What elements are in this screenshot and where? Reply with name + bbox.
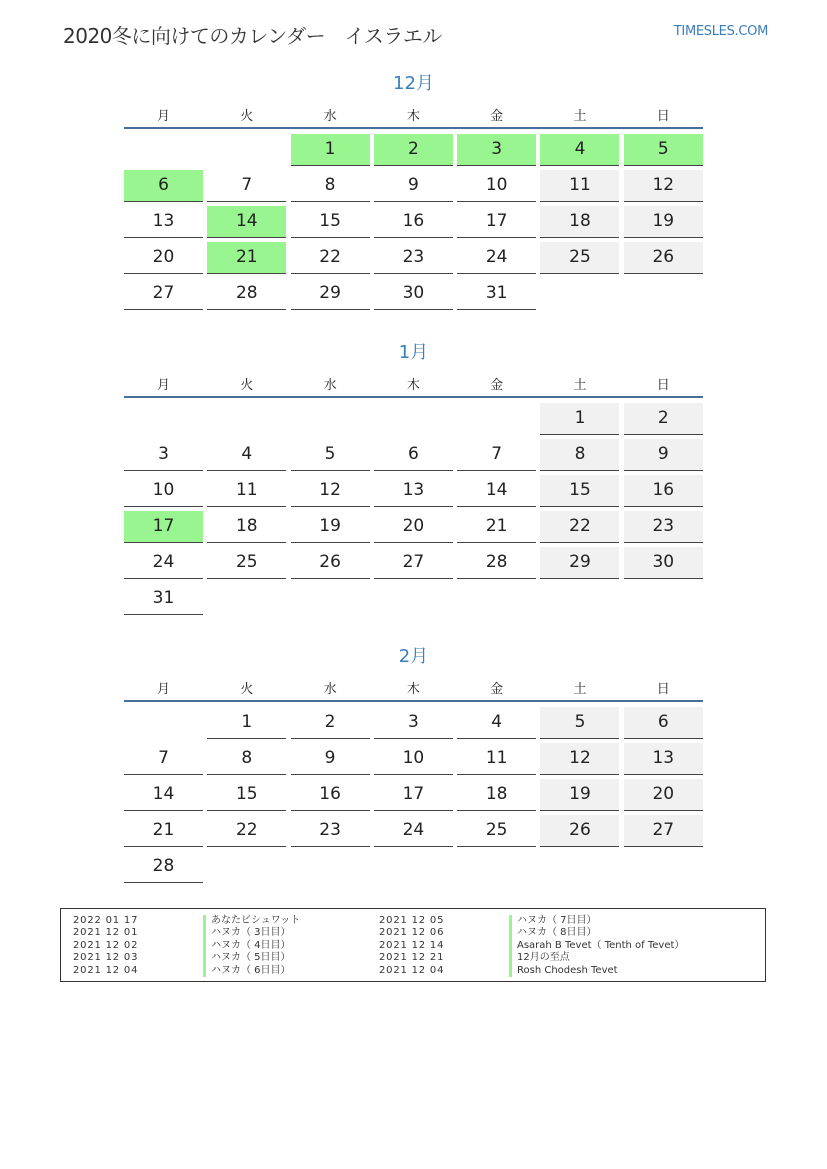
event-date: 2021 12 21	[379, 952, 445, 964]
event-name: あなたビシュワット	[203, 915, 300, 927]
empty-cell	[457, 403, 536, 435]
empty-cell	[457, 583, 536, 615]
day-cell-holiday: 1	[291, 134, 370, 166]
weekday-label: 月	[156, 682, 170, 697]
empty-cell	[457, 851, 536, 883]
day-cell: 30	[374, 278, 453, 310]
empty-cell	[624, 851, 703, 883]
day-cell: 24	[124, 547, 203, 579]
month-january	[124, 341, 703, 619]
day-cell: 19	[624, 206, 703, 238]
day-cell: 27	[124, 278, 203, 310]
day-cell-holiday: 14	[207, 206, 286, 238]
day-cell: 3	[124, 439, 203, 471]
day-cell: 18	[207, 511, 286, 543]
event-name: ハヌカ（ 5日目）	[203, 952, 291, 964]
weekday-label: 木	[406, 378, 420, 393]
day-cell: 16	[374, 206, 453, 238]
day-cell: 27	[374, 547, 453, 579]
event-date: 2021 12 04	[379, 964, 445, 976]
day-cell: 29	[540, 547, 619, 579]
event-row	[73, 952, 300, 964]
weekday-label: 月	[156, 378, 170, 393]
day-cell: 9	[291, 743, 370, 775]
day-cell: 28	[124, 851, 203, 883]
site-link[interactable]: TIMESLES.COM	[673, 24, 768, 39]
day-cell: 15	[291, 206, 370, 238]
weeks	[124, 129, 703, 310]
month-february	[124, 645, 703, 887]
day-cell: 6	[624, 707, 703, 739]
day-cell: 26	[540, 815, 619, 847]
weekday-label: 日	[656, 109, 670, 124]
day-cell: 29	[291, 278, 370, 310]
event-row	[73, 940, 300, 952]
day-cell: 17	[457, 206, 536, 238]
day-cell: 1	[540, 403, 619, 435]
day-cell: 23	[291, 815, 370, 847]
event-name: ハヌカ（ 3日目）	[203, 927, 291, 939]
day-cell: 4	[207, 439, 286, 471]
month-title: 1月	[398, 342, 429, 363]
week-row	[124, 278, 703, 310]
day-cell: 13	[624, 743, 703, 775]
empty-cell	[540, 278, 619, 310]
empty-cell	[124, 707, 203, 739]
event-name: ハヌカ（ 7日目）	[509, 915, 597, 927]
week-row	[124, 743, 703, 775]
day-cell: 20	[124, 242, 203, 274]
week-row	[124, 815, 703, 847]
day-cell-holiday: 21	[207, 242, 286, 274]
day-cell: 11	[457, 743, 536, 775]
day-cell: 7	[457, 439, 536, 471]
weeks	[124, 398, 703, 615]
day-cell: 7	[124, 743, 203, 775]
day-cell: 17	[374, 779, 453, 811]
event-name: ハヌカ（ 6日目）	[203, 965, 291, 977]
event-name: ハヌカ（ 4日目）	[203, 940, 291, 952]
weekday-label: 土	[573, 109, 587, 124]
weekday-header	[124, 680, 703, 702]
day-cell: 18	[540, 206, 619, 238]
day-cell: 25	[207, 547, 286, 579]
weekday-label: 水	[323, 682, 337, 697]
day-cell: 9	[374, 170, 453, 202]
empty-cell	[207, 851, 286, 883]
week-row	[124, 707, 703, 739]
empty-cell	[374, 583, 453, 615]
event-name: Asarah B Tevet（ Tenth of Tevet）	[509, 940, 684, 952]
week-row	[124, 851, 703, 883]
day-cell: 5	[291, 439, 370, 471]
page-title: 2020冬に向けてのカレンダー イスラエル	[63, 24, 442, 48]
day-cell: 21	[124, 815, 203, 847]
event-date: 2021 12 06	[379, 927, 445, 939]
day-cell: 31	[124, 583, 203, 615]
event-row	[379, 915, 684, 927]
event-date: 2022 01 17	[73, 915, 139, 926]
weekday-header	[124, 107, 703, 129]
day-cell-holiday: 17	[124, 511, 203, 543]
weekday-label: 金	[490, 109, 504, 124]
day-cell: 7	[207, 170, 286, 202]
weekday-label: 木	[406, 109, 420, 124]
empty-cell	[207, 134, 286, 166]
day-cell: 19	[291, 511, 370, 543]
events-column-left	[73, 915, 300, 977]
week-row	[124, 511, 703, 543]
week-row	[124, 242, 703, 274]
day-cell: 2	[624, 403, 703, 435]
day-cell: 25	[457, 815, 536, 847]
day-cell: 28	[207, 278, 286, 310]
day-cell: 14	[124, 779, 203, 811]
day-cell: 1	[207, 707, 286, 739]
weekday-label: 月	[156, 109, 170, 124]
week-row	[124, 547, 703, 579]
empty-cell	[374, 403, 453, 435]
event-date: 2021 12 01	[73, 927, 139, 939]
week-row	[124, 134, 703, 166]
week-row	[124, 475, 703, 507]
month-title: 2月	[398, 646, 429, 667]
day-cell-holiday: 5	[624, 134, 703, 166]
event-date: 2021 12 03	[73, 952, 139, 964]
empty-cell	[540, 583, 619, 615]
day-cell: 25	[540, 242, 619, 274]
day-cell: 27	[624, 815, 703, 847]
event-row	[379, 965, 684, 977]
day-cell: 24	[374, 815, 453, 847]
week-row	[124, 583, 703, 615]
day-cell: 22	[540, 511, 619, 543]
day-cell: 22	[291, 242, 370, 274]
event-name: Rosh Chodesh Tevet	[509, 965, 618, 977]
weekday-label: 土	[573, 682, 587, 697]
day-cell: 10	[124, 475, 203, 507]
month-title: 12月	[393, 73, 434, 94]
events-legend	[60, 908, 766, 982]
day-cell: 6	[374, 439, 453, 471]
empty-cell	[207, 403, 286, 435]
event-date: 2021 12 05	[379, 915, 445, 926]
week-row	[124, 206, 703, 238]
weekday-label: 木	[406, 682, 420, 697]
day-cell: 9	[624, 439, 703, 471]
day-cell: 12	[624, 170, 703, 202]
event-date: 2021 12 14	[379, 939, 445, 951]
day-cell: 8	[291, 170, 370, 202]
day-cell: 10	[457, 170, 536, 202]
day-cell: 16	[291, 779, 370, 811]
day-cell: 14	[457, 475, 536, 507]
weekday-label: 火	[240, 109, 254, 124]
weekday-header	[124, 376, 703, 398]
day-cell: 24	[457, 242, 536, 274]
day-cell-holiday: 6	[124, 170, 203, 202]
empty-cell	[540, 851, 619, 883]
day-cell: 15	[207, 779, 286, 811]
day-cell: 2	[291, 707, 370, 739]
empty-cell	[124, 134, 203, 166]
day-cell-holiday: 2	[374, 134, 453, 166]
weeks	[124, 702, 703, 883]
day-cell: 10	[374, 743, 453, 775]
month-december	[124, 72, 703, 314]
empty-cell	[374, 851, 453, 883]
day-cell: 5	[540, 707, 619, 739]
day-cell: 8	[207, 743, 286, 775]
empty-cell	[291, 583, 370, 615]
event-name: 12月の至点	[509, 952, 570, 964]
empty-cell	[124, 403, 203, 435]
day-cell: 16	[624, 475, 703, 507]
weekday-label: 水	[323, 109, 337, 124]
day-cell: 21	[457, 511, 536, 543]
day-cell-holiday: 3	[457, 134, 536, 166]
event-date: 2021 12 04	[73, 964, 139, 976]
event-row	[379, 952, 684, 964]
day-cell: 11	[540, 170, 619, 202]
week-row	[124, 779, 703, 811]
event-row	[73, 965, 300, 977]
day-cell: 15	[540, 475, 619, 507]
day-cell: 26	[291, 547, 370, 579]
event-row	[379, 940, 684, 952]
day-cell: 31	[457, 278, 536, 310]
weekday-label: 水	[323, 378, 337, 393]
day-cell-holiday: 4	[540, 134, 619, 166]
day-cell: 13	[374, 475, 453, 507]
weekday-label: 日	[656, 682, 670, 697]
day-cell: 23	[374, 242, 453, 274]
day-cell: 30	[624, 547, 703, 579]
day-cell: 12	[291, 475, 370, 507]
empty-cell	[291, 851, 370, 883]
event-row	[73, 915, 300, 927]
day-cell: 13	[124, 206, 203, 238]
day-cell: 28	[457, 547, 536, 579]
event-name: ハヌカ（ 8日目）	[509, 927, 597, 939]
day-cell: 8	[540, 439, 619, 471]
day-cell: 18	[457, 779, 536, 811]
day-cell: 22	[207, 815, 286, 847]
empty-cell	[207, 583, 286, 615]
day-cell: 20	[374, 511, 453, 543]
day-cell: 3	[374, 707, 453, 739]
event-row	[73, 927, 300, 939]
day-cell: 12	[540, 743, 619, 775]
weekday-label: 金	[490, 682, 504, 697]
empty-cell	[291, 403, 370, 435]
week-row	[124, 170, 703, 202]
empty-cell	[624, 278, 703, 310]
weekday-label: 火	[240, 682, 254, 697]
week-row	[124, 439, 703, 471]
weekday-label: 日	[656, 378, 670, 393]
day-cell: 19	[540, 779, 619, 811]
day-cell: 4	[457, 707, 536, 739]
day-cell: 11	[207, 475, 286, 507]
weekday-label: 土	[573, 378, 587, 393]
empty-cell	[624, 583, 703, 615]
weekday-label: 火	[240, 378, 254, 393]
event-row	[379, 927, 684, 939]
events-column-right	[379, 915, 684, 977]
event-date: 2021 12 02	[73, 939, 139, 951]
day-cell: 20	[624, 779, 703, 811]
week-row	[124, 403, 703, 435]
day-cell: 26	[624, 242, 703, 274]
day-cell: 23	[624, 511, 703, 543]
weekday-label: 金	[490, 378, 504, 393]
